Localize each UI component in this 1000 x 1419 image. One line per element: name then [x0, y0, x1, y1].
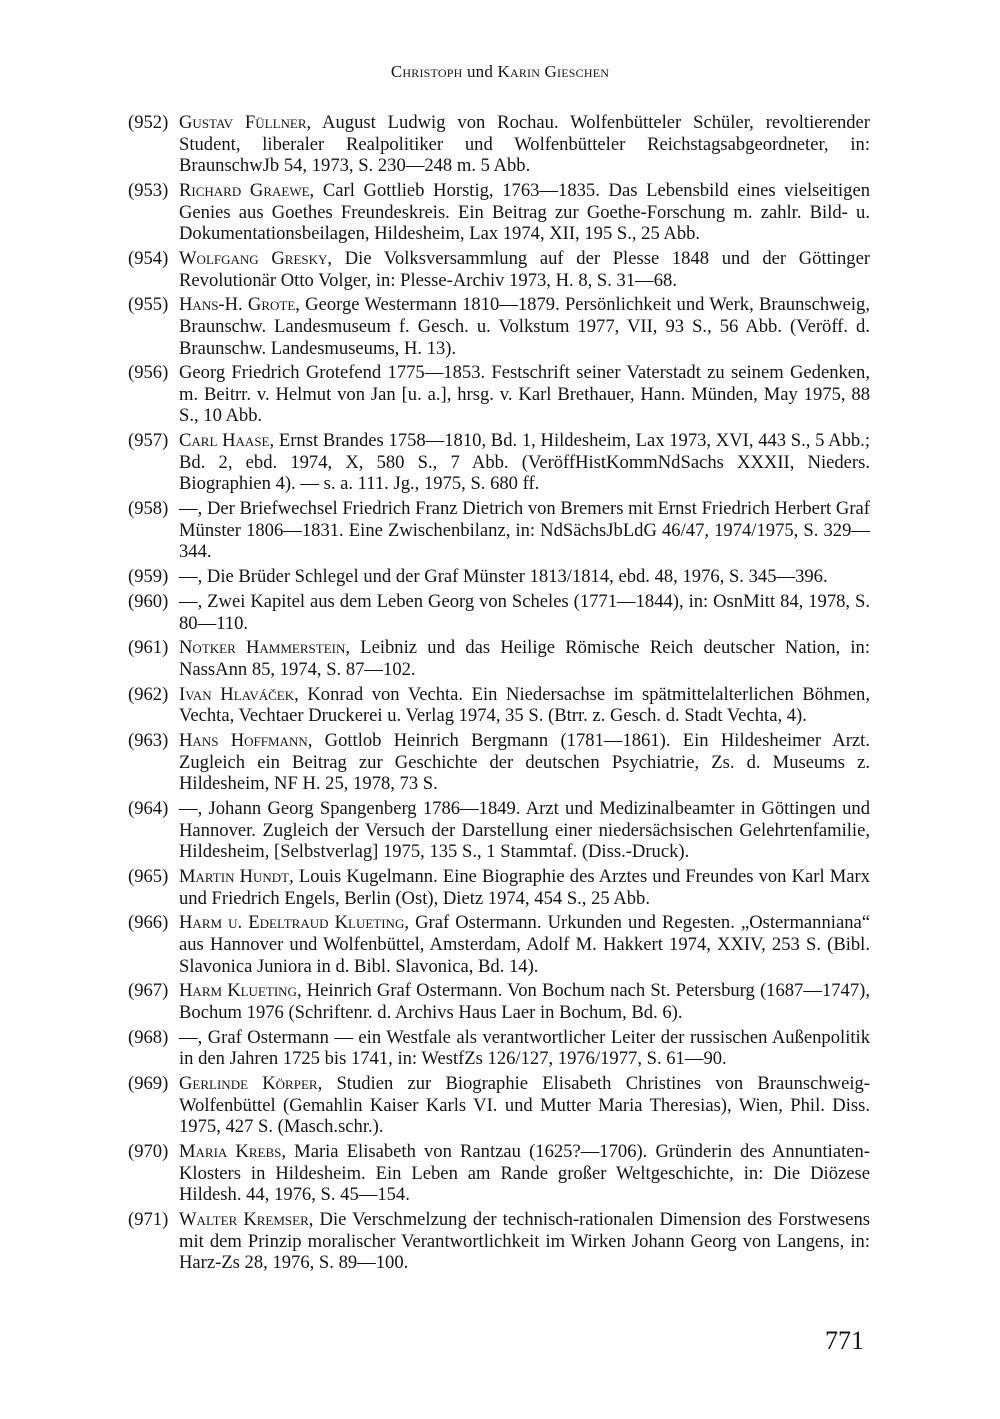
entry-text: , Die Verschmelzung der technisch-rationalen Dimension des Forstwesens mit dem Prinzip moralischer Verantwortlichkeit im Wirken Johann Georg von Langens, in: Harz-Zs 28, 1976, S. 89—100. — [179, 1209, 871, 1274]
entry-text: , Leibniz und das Heilige Römische Reich deutscher Nation, in: NassAnn 85, 1974, S. 87—102. — [179, 637, 871, 680]
entry-text: , Die Volksversammlung auf der Plesse 1848 und der Göttinger Revolutionär Otto Volger, in: Plesse-Archiv 1973, H. 8, S. 31—68. — [179, 247, 871, 291]
entry-text: —, Die Brüder Schlegel und der Graf Münster 1813/1814, ebd. 48, 1976, S. 345—396. — [179, 566, 828, 588]
entry-number: (958) — [128, 498, 169, 520]
entry-text: , Louis Kugelmann. Eine Biographie des Arztes und Freundes von Karl Marx und Friedrich Engels, Berlin (Ost), Dietz 1974, 454 S., 25 Abb. — [179, 866, 870, 909]
entry-author: Ivan Hlaváček — [179, 683, 295, 705]
bibliography-entry — [128, 730, 870, 795]
bibliography-entry — [128, 1073, 870, 1138]
entry-author: Carl Haase — [179, 430, 270, 452]
entry-text: , August Ludwig von Rochau. Wolfenbütteler Schüler, revoltierender Student, liberaler Realpolitiker und Wolfenbütteler Reichstagsabgeordneter, in: BraunschwJb 54, 1973, S. 230—248 m. 5 Abb. — [179, 112, 870, 177]
running-header — [0, 62, 1000, 82]
bibliography-entry — [128, 980, 870, 1023]
entry-author: Maria Krebs — [179, 1141, 282, 1163]
entry-text: , Carl Gottlieb Horstig, 1763—1835. Das Lebensbild eines vielseitigen Genies aus Goethes Freundeskreis. Ein Beitrag zur Goethe-Forschung m. zahlr. Bild- u. Dokumentationsbeilagen, Hildesheim, Lax 1974, XII, 195 S., 25 Abb. — [179, 179, 870, 245]
entry-text: , Studien zur Biographie Elisabeth Christines von Braunschweig-Wolfenbüttel (Gemahlin Kaiser Karls VI. und Mutter Maria Theresias), Wien, Phil. Diss. 1975, 427 S. (Masch.schr.). — [179, 1073, 870, 1138]
entry-author: Gustav Füllner — [179, 112, 307, 133]
bibliography-entry — [128, 566, 870, 588]
bibliography-entry — [128, 798, 870, 863]
bibliography-entry — [128, 248, 870, 291]
entry-number: (957) — [128, 430, 169, 452]
bibliography-entry — [128, 1027, 870, 1070]
entry-text: , Ernst Brandes 1758—1810, Bd. 1, Hildesheim, Lax 1973, XVI, 443 S., 5 Abb.; Bd. 2, ebd. 1974, X, 580 S., 7 Abb. (VeröffHistKommNdSachs XXXII, Nieders. Biographien 4). — s. a. 111. Jg., 1975, S. 680 ff. — [179, 430, 870, 495]
bibliography-entry — [128, 498, 870, 563]
entry-text: —, Zwei Kapitel aus dem Leben Georg von Scheles (1771—1844), in: OsnMitt 84, 1978, S. 80—110. — [179, 590, 870, 634]
entry-text: —, Der Briefwechsel Friedrich Franz Dietrich von Bremers mit Ernst Friedrich Herbert Graf Münster 1806—1831. Eine Zwischenbilanz, in: NdSächsJbLdG 46/47, 1974/1975, S. 329—344. — [179, 498, 870, 563]
entry-number: (967) — [128, 980, 169, 1002]
bibliography-entry — [128, 1141, 870, 1206]
entry-author: Walter Kremser — [179, 1209, 309, 1231]
entry-author: Richard Graewe — [179, 179, 310, 201]
entry-number: (954) — [128, 247, 169, 269]
entry-author: Hans Hoffmann — [179, 730, 308, 752]
entry-author: Gerlinde Körper — [179, 1073, 318, 1095]
entry-text: , Maria Elisabeth von Rantzau (1625?—1706). Gründerin des Annuntiaten-Klosters in Hildesheim. Ein Leben am Rande großer Weltgeschichte, in: Die Diözese Hildesh. 44, 1976, S. 45—154. — [179, 1141, 870, 1206]
entry-text: , Gottlob Heinrich Bergmann (1781—1861). Ein Hildesheimer Arzt. Zugleich ein Beitrag zur Geschichte der deutschen Psychiatrie, Zs. d. Museums z. Hildesheim, NF H. 25, 1978, 73 S. — [179, 730, 870, 795]
entry-number: (962) — [128, 683, 169, 705]
bibliography-entry — [128, 362, 870, 427]
entry-author: Hans-H. Grote — [179, 294, 296, 316]
entry-text: —, Johann Georg Spangenberg 1786—1849. Arzt und Medizinalbeamter in Göttingen und Hannover. Zugleich der Versuch der Darstellung einer niedersächsischen Gelehrtenfamilie, Hildesheim, [Selbstverlag] 1975, 135 S., 1 Stammtaf. (Diss.-Druck). — [179, 798, 870, 863]
bibliography-list — [128, 112, 870, 1277]
header-author-karin-gieschen: Karin Gieschen — [497, 62, 610, 81]
entry-text: Georg Friedrich Grotefend 1775—1853. Festschrift seiner Vaterstadt zu seinem Gedenken, m. Beitrr. v. Helmut von Jan [u. a.], hrsg. v. Karl Brethauer, Hann. Münden, May 1975, 88 S., 10 Abb. — [179, 362, 870, 427]
entry-author: Notker Hammerstein — [179, 637, 346, 659]
bibliography-entry — [128, 294, 870, 359]
bibliography-entry — [128, 866, 870, 909]
page-number: 771 — [825, 1326, 864, 1355]
bibliography-entry — [128, 912, 870, 977]
entry-number: (963) — [128, 730, 169, 752]
bibliography-entry — [128, 112, 870, 177]
entry-number: (966) — [128, 912, 169, 934]
bibliography-entry — [128, 180, 870, 245]
entry-text: , Graf Ostermann. Urkunden und Regesten. „Ostermanniana“ aus Hannover und Wolfenbüttel, Amsterdam, Adolf M. Hakkert 1974, XXIV, 253 S. (Bibl. Slavonica Juniora in d. Bibl. Slavonica, Bd. 14). — [179, 912, 870, 977]
header-conjunction: und — [466, 62, 494, 81]
entry-text: —, Graf Ostermann — ein Westfale als verantwortlicher Leiter der russischen Außenpolitik in den Jahren 1725 bis 1741, in: WestfZs 126/127, 1976/1977, S. 61—90. — [179, 1026, 870, 1070]
entry-number: (953) — [128, 179, 169, 201]
entry-number: (960) — [128, 590, 169, 612]
header-author-christoph: Christoph — [390, 62, 463, 81]
entry-text: , George Westermann 1810—1879. Persönlichkeit und Werk, Braunschweig, Braunschw. Landesmuseum f. Gesch. u. Volkstum 1977, VII, 93 S., 56 Abb. (Veröff. d. Braunschw. Landesmuseums, H. 13). — [179, 294, 870, 359]
entry-number: (971) — [128, 1209, 169, 1231]
entry-number: (965) — [128, 866, 169, 888]
entry-number: (956) — [128, 362, 169, 384]
entry-number: (952) — [128, 112, 169, 133]
entry-number: (964) — [128, 798, 169, 820]
entry-number: (961) — [128, 637, 169, 659]
entry-number: (969) — [128, 1073, 169, 1095]
entry-text: , Konrad von Vechta. Ein Niedersachse im spätmittelalterlichen Böhmen, Vechta, Vechtaer Druckerei u. Verlag 1974, 35 S. (Btrr. z. Gesch. d. Stadt Vechta, 4). — [179, 683, 870, 727]
bibliography-entry — [128, 1209, 870, 1274]
entry-number: (959) — [128, 566, 169, 588]
bibliography-entry — [128, 430, 870, 495]
entry-number: (955) — [128, 294, 169, 316]
bibliography-entry — [128, 684, 870, 727]
entry-number: (970) — [128, 1141, 169, 1163]
bibliography-entry — [128, 591, 870, 634]
entry-number: (968) — [128, 1026, 169, 1048]
entry-author: Wolfgang Gresky — [179, 247, 328, 269]
entry-author: Harm Klueting — [179, 980, 297, 1002]
entry-author: Martin Hundt — [179, 866, 290, 888]
entry-text: , Heinrich Graf Ostermann. Von Bochum nach St. Petersburg (1687—1747), Bochum 1976 (Schriftenr. d. Archivs Haus Laer in Bochum, Bd. 6). — [179, 980, 870, 1023]
bibliography-entry — [128, 637, 870, 680]
entry-author: Harm u. Edeltraud Klueting — [179, 912, 405, 934]
